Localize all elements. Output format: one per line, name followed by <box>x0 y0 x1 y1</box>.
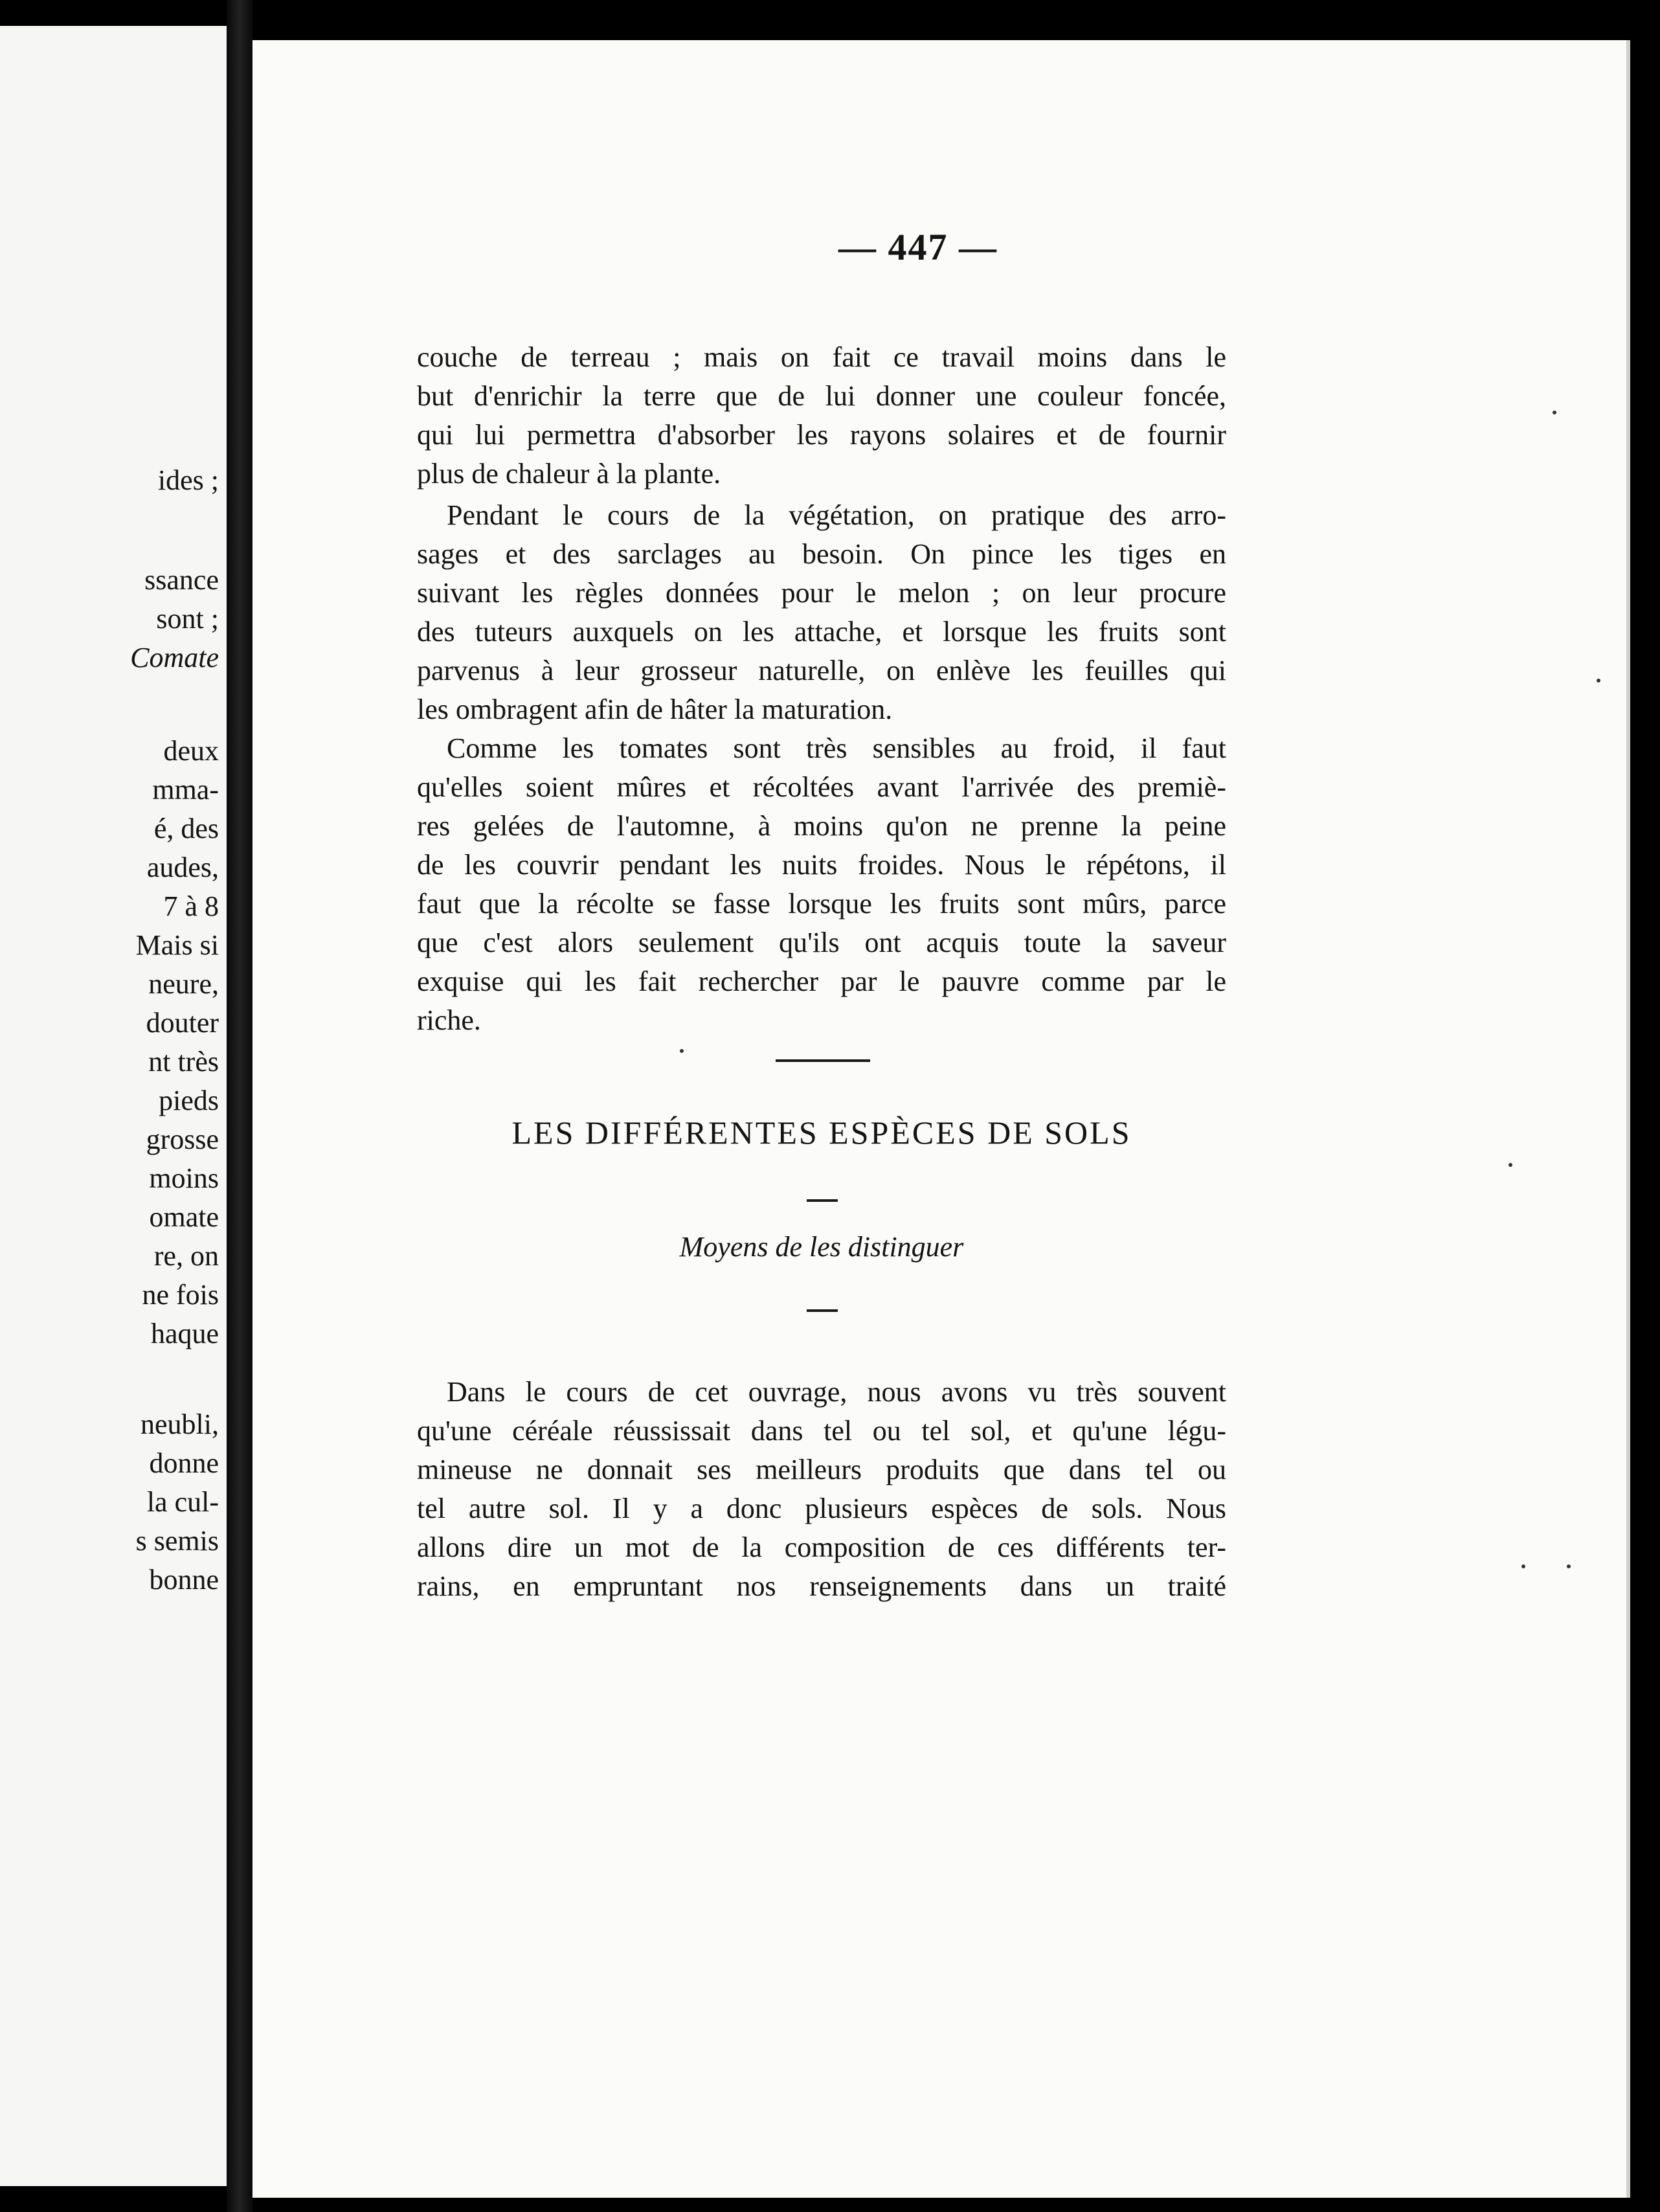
text-line: plus de chaleur à la plante. <box>417 458 721 490</box>
text-line: suivant les règles données pour le melon ; on leur procure <box>417 577 1226 609</box>
left-page-line: donne <box>149 1447 219 1479</box>
text-line: sages et des sarclages au besoin. On pince les tiges en <box>417 538 1226 570</box>
section-heading: LES DIFFÉRENTES ESPÈCES DE SOLS <box>511 1114 1132 1151</box>
left-page-line: s semis <box>135 1525 219 1557</box>
text-line: couche de terreau ; mais on fait ce travail moins dans le <box>417 341 1226 373</box>
left-page-line: deux <box>163 735 219 767</box>
text-line: exquise qui les fait rechercher par le pauvre comme par le <box>417 965 1226 997</box>
book-gutter <box>227 0 252 2212</box>
left-page-line: neure, <box>148 968 219 1000</box>
text-line: que c'est alors seulement qu'ils ont acquis toute la saveur <box>417 927 1226 958</box>
left-page-line: grosse <box>146 1123 219 1155</box>
left-page-line: ne fois <box>142 1279 219 1311</box>
left-page-line: nt très <box>148 1046 219 1078</box>
left-page-line: pieds <box>159 1085 219 1116</box>
print-speck <box>1521 1564 1525 1568</box>
text-line: tel autre sol. Il y a donc plusieurs espèces de sols. Nous <box>417 1493 1226 1524</box>
text-line: de les couvrir pendant les nuits froides. Nous le répétons, il <box>417 849 1226 881</box>
text-line: faut que la récolte se fasse lorsque les fruits sont mûrs, parce <box>417 888 1226 920</box>
section-subheading: Moyens de les distinguer <box>679 1231 964 1263</box>
print-speck <box>1567 1564 1571 1568</box>
left-page-line: neubli, <box>140 1408 219 1440</box>
left-page-line: é, des <box>153 813 219 844</box>
left-page-line: la cul- <box>146 1486 219 1518</box>
print-speck <box>1553 411 1556 414</box>
left-page-line: Mais si <box>135 929 219 961</box>
text-line: les ombragent afin de hâter la maturation. <box>417 694 893 725</box>
text-line: mineuse ne donnait ses meilleurs produits que dans tel ou <box>417 1454 1226 1485</box>
left-page-line: sont ; <box>156 603 219 635</box>
text-line: qu'elles soient mûres et récoltées avant l'arrivée des premiè- <box>417 771 1226 803</box>
left-page-line: re, on <box>153 1240 219 1272</box>
main-page <box>252 40 1630 2198</box>
left-page-line: audes, <box>146 852 219 883</box>
left-page-line: haque <box>150 1318 219 1349</box>
left-page-line: ides ; <box>157 464 219 496</box>
text-line: des tuteurs auxquels on les attache, et lorsque les fruits sont <box>417 616 1226 648</box>
text-line: res gelées de l'automne, à moins qu'on ne prenne la peine <box>417 810 1226 842</box>
text-line: allons dire un mot de la composition de ces différents ter- <box>417 1531 1226 1563</box>
page-number: — 447 — <box>838 226 998 268</box>
text-line: Comme les tomates sont très sensibles au froid, il faut <box>447 732 1226 764</box>
text-line: Dans le cours de cet ouvrage, nous avons vu très souvent <box>447 1376 1226 1408</box>
left-facing-page <box>0 26 227 2186</box>
left-page-line: ssance <box>144 564 219 596</box>
print-speck <box>1509 1163 1512 1167</box>
left-page-line: mma- <box>152 774 219 806</box>
text-line: rains, en empruntant nos renseignements dans un traité <box>417 1570 1226 1602</box>
text-line: riche. <box>417 1004 481 1036</box>
left-page-line: omate <box>149 1201 219 1233</box>
section-separator-rule <box>776 1059 870 1062</box>
text-line: parvenus à leur grosseur naturelle, on enlève les feuilles qui <box>417 655 1226 686</box>
print-speck <box>680 1049 684 1053</box>
subheading-dash <box>807 1309 838 1312</box>
print-speck <box>1597 679 1600 683</box>
text-line: but d'enrichir la terre que de lui donner une couleur foncée, <box>417 380 1226 412</box>
left-page-line: bonne <box>149 1564 219 1596</box>
left-page-line: Comate <box>130 642 219 673</box>
left-page-line: moins <box>149 1162 219 1194</box>
left-page-line: 7 à 8 <box>163 890 219 922</box>
text-line: qui lui permettra d'absorber les rayons solaires et de fournir <box>417 419 1226 451</box>
text-line: Pendant le cours de la végétation, on pratique des arro- <box>447 499 1226 531</box>
heading-dash <box>807 1199 838 1202</box>
left-page-line: douter <box>146 1007 219 1039</box>
text-line: qu'une céréale réussissait dans tel ou tel sol, et qu'une légu- <box>417 1415 1226 1447</box>
